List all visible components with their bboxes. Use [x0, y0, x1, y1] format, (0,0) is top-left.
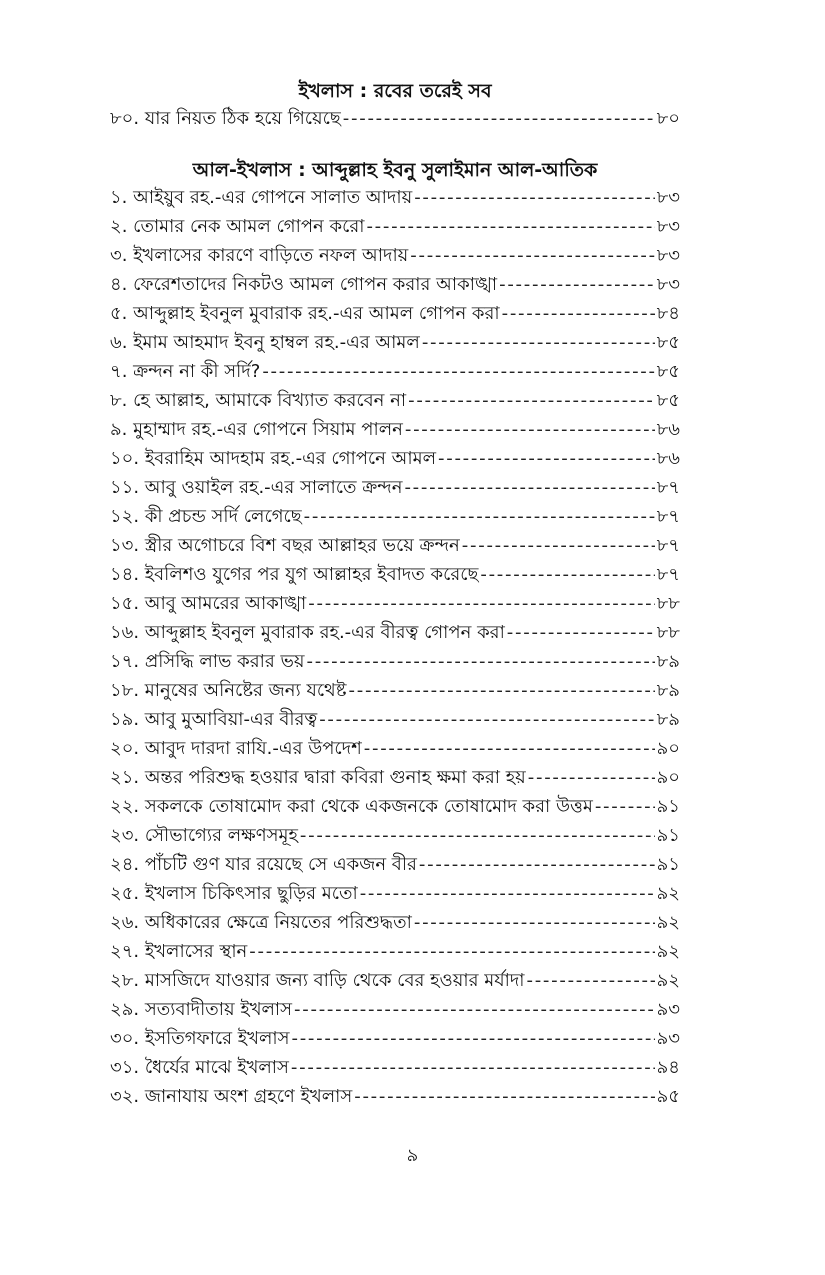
section-title: ইখলাস : রবের তরেই সব: [298, 80, 492, 102]
toc-entry-page: ৯০: [656, 738, 680, 759]
table-of-contents: [110, 78, 680, 1111]
toc-entry-page: ৮৩: [656, 274, 680, 295]
toc-entry-title: ৩২. জানাযায় অংশ গ্রহণে ইখলাস: [110, 1086, 353, 1107]
toc-entry-page: ৯৫: [656, 1086, 680, 1107]
toc-entry: [110, 241, 680, 270]
toc-entry: [110, 850, 680, 879]
toc-entry: [110, 734, 680, 763]
dot-leader: [410, 241, 654, 270]
toc-entry-page: ৮৪: [656, 303, 680, 324]
toc-entry: [110, 299, 680, 328]
toc-entry-page: ৯১: [656, 825, 680, 846]
toc-entry-title: ১৩. স্ত্রীর অগোচরে বিশ বছর আল্লাহর ভয়ে ক্রন্দন: [110, 535, 460, 556]
toc-entry-page: ৮৭: [656, 535, 680, 556]
dot-leader: [462, 531, 655, 560]
toc-entry: [110, 183, 680, 212]
dot-leader: [249, 937, 654, 966]
dot-leader: [319, 705, 654, 734]
dot-leader: [262, 357, 654, 386]
toc-entry: [110, 879, 680, 908]
toc-entry-title: ৬. ইমাম আহমাদ ইবনু হাম্বল রহ.-এর আমল: [110, 332, 420, 353]
dot-leader: [300, 821, 655, 850]
toc-entry-page: ৮৭: [656, 506, 680, 527]
toc-entry: [110, 1024, 680, 1053]
toc-entry-title: ৭. ক্রন্দন না কী সর্দি?: [110, 361, 261, 382]
toc-entry-page: ৮৩: [656, 245, 680, 266]
toc-entry: [110, 676, 680, 705]
toc-entry-page: ৮৩: [656, 216, 680, 237]
dot-leader: [419, 850, 655, 879]
toc-list: [110, 183, 680, 1111]
toc-entry: [110, 386, 680, 415]
toc-entry-title: ৩. ইখলাসের কারণে বাড়িতে নফল আদায়: [110, 245, 409, 266]
toc-entry-page: ৯৪: [656, 1057, 680, 1078]
toc-entry-title: ১৬. আব্দুল্লাহ ইবনুল মুবারাক রহ.-এর বীরত্ব গোপন করা: [110, 622, 505, 643]
toc-entry-page: ৮৫: [656, 361, 680, 382]
toc-entry-title: ৮. হে আল্লাহ, আমাকে বিখ্যাত করবেন না: [110, 390, 407, 411]
dot-leader: [595, 792, 655, 821]
toc-entry-page: ৮৭: [656, 564, 680, 585]
toc-entry: [110, 937, 680, 966]
toc-entry: [110, 792, 680, 821]
dot-leader: [360, 879, 655, 908]
section-gap: [110, 133, 680, 157]
dot-leader: [291, 1053, 655, 1082]
toc-entry-page: ৮৭: [656, 477, 680, 498]
dot-leader: [408, 386, 655, 415]
toc-entry-title: ১৯. আবু মুআবিয়া-এর বীরত্ব: [110, 709, 318, 730]
toc-entry-page: ৯২: [656, 941, 680, 962]
dot-leader: [354, 1082, 654, 1111]
toc-entry-title: ৩১. ধৈর্যের মাঝে ইখলাস: [110, 1057, 289, 1078]
toc-entry-title: ১৪. ইবলিশও যুগের পর যুগ আল্লাহর ইবাদত করেছে: [110, 564, 479, 585]
toc-entry-title: ২৯. সত্যবাদীতায় ইখলাস: [110, 999, 293, 1020]
toc-entry-page: ৯০: [656, 767, 680, 788]
toc-entry-title: ২৭. ইখলাসের স্থান: [110, 941, 248, 962]
toc-entry-title: ২০. আবুদ দারদা রাযি.-এর উপদেশ: [110, 738, 362, 759]
toc-entry-title: ১৮. মানুষের অনিষ্টের জন্য যথেষ্ট: [110, 680, 347, 701]
toc-list: [110, 104, 680, 133]
toc-entry-title: ২২. সকলকে তোষামোদ করা থেকে একজনকে তোষামোদ করা উত্তম: [110, 796, 593, 817]
section-title: আল-ইখলাস : আব্দুল্লাহ ইবনু সুলাইমান আল-আতিক: [192, 159, 598, 181]
dot-leader: [414, 183, 654, 212]
toc-entry: [110, 763, 680, 792]
toc-entry-title: ২৬. অধিকারের ক্ষেত্রে নিয়তের পরিশুদ্ধতা: [110, 912, 412, 933]
toc-entry-title: ২৩. সৌভাগ্যের লক্ষণসমূহ: [110, 825, 298, 846]
toc-entry-title: ২৮. মাসজিদে যাওয়ার জন্য বাড়ি থেকে বের হওয়ার মর্যাদা: [110, 970, 525, 991]
toc-entry: [110, 357, 680, 386]
toc-entry: [110, 502, 680, 531]
toc-entry-title: ৯. মুহাম্মাদ রহ.-এর গোপনে সিয়াম পালন: [110, 419, 403, 440]
toc-entry: [110, 1053, 680, 1082]
toc-entry-title: ৪. ফেরেশতাদের নিকটও আমল গোপন করার আকাঙ্খা: [110, 274, 498, 295]
toc-entry-page: ৮৫: [656, 332, 680, 353]
toc-entry-page: ৮৯: [656, 680, 680, 701]
toc-entry: [110, 270, 680, 299]
dot-leader: [502, 299, 655, 328]
page-number: ৯: [406, 1145, 419, 1166]
dot-leader: [414, 908, 655, 937]
toc-entry: [110, 618, 680, 647]
dot-leader: [307, 647, 655, 676]
toc-entry-title: ১১. আবু ওয়াইল রহ.-এর সালাতে ক্রন্দন: [110, 477, 403, 498]
dot-leader: [308, 589, 654, 618]
toc-entry-title: ১৫. আবু আমরের আকাঙ্খা: [110, 593, 307, 614]
toc-entry: [110, 995, 680, 1024]
toc-entry: [110, 531, 680, 560]
toc-entry-page: ৮৮: [656, 593, 680, 614]
toc-entry-page: ৮৯: [656, 709, 680, 730]
toc-entry-page: ৮৩: [656, 187, 680, 208]
toc-entry-page: ৯৩: [656, 999, 680, 1020]
dot-leader: [527, 966, 655, 995]
toc-entry-title: ১. আইয়ুব রহ.-এর গোপনে সালাত আদায়: [110, 187, 413, 208]
toc-entry: [110, 908, 680, 937]
toc-entry-title: ২৫. ইখলাস চিকিৎসার ছুড়ির মতো: [110, 883, 358, 904]
dot-leader: [349, 676, 655, 705]
toc-entry-page: ৯১: [656, 796, 680, 817]
toc-entry: [110, 705, 680, 734]
toc-entry: [110, 589, 680, 618]
dot-leader: [343, 104, 655, 133]
toc-entry-title: ৮০. যার নিয়ত ঠিক হয়ে গিয়েছে: [110, 108, 341, 129]
dot-leader: [528, 763, 655, 792]
toc-entry: [110, 212, 680, 241]
toc-entry: [110, 473, 680, 502]
toc-entry: [110, 821, 680, 850]
dot-leader: [294, 995, 655, 1024]
toc-entry-page: ৮৮: [656, 622, 680, 643]
toc-entry: [110, 966, 680, 995]
dot-leader: [404, 473, 654, 502]
toc-entry: [110, 647, 680, 676]
toc-entry-page: ৯৩: [656, 1028, 680, 1049]
toc-entry-page: ৯২: [656, 883, 680, 904]
toc-entry: [110, 104, 680, 133]
toc-entry-title: ৫. আব্দুল্লাহ ইবনুল মুবারাক রহ.-এর আমল গোপন করা: [110, 303, 500, 324]
toc-entry-page: ৯১: [656, 854, 680, 875]
toc-entry-page: ৮৫: [656, 390, 680, 411]
toc-entry: [110, 444, 680, 473]
dot-leader: [364, 734, 655, 763]
toc-entry-page: ৮০: [656, 108, 680, 129]
dot-leader: [438, 444, 655, 473]
toc-entry-page: ৮৯: [656, 651, 680, 672]
toc-entry: [110, 328, 680, 357]
dot-leader: [422, 328, 655, 357]
toc-entry: [110, 560, 680, 589]
dot-leader: [480, 560, 654, 589]
toc-entry-title: ৩০. ইসতিগফারে ইখলাস: [110, 1028, 290, 1049]
dot-leader: [292, 1024, 655, 1053]
toc-entry-title: ১২. কী প্রচন্ড সর্দি লেগেছে: [110, 506, 302, 527]
toc-entry-title: ২. তোমার নেক আমল গোপন করো: [110, 216, 365, 237]
toc-entry-page: ৯২: [656, 970, 680, 991]
toc-entry: [110, 1082, 680, 1111]
dot-leader: [304, 502, 655, 531]
toc-entry: [110, 415, 680, 444]
dot-leader: [507, 618, 655, 647]
toc-entry-title: ২৪. পাঁচটি গুণ যার রয়েছে সে একজন বীর: [110, 854, 417, 875]
toc-entry-title: ১০. ইবরাহিম আদহাম রহ.-এর গোপনে আমল: [110, 448, 437, 469]
dot-leader: [405, 415, 655, 444]
toc-entry-title: ২১. অন্তর পরিশুদ্ধ হওয়ার দ্বারা কবিরা গুনাহ ক্ষমা করা হয়: [110, 767, 526, 788]
dot-leader: [366, 212, 654, 241]
toc-entry-title: ১৭. প্রসিদ্ধি লাভ করার ভয়: [110, 651, 305, 672]
toc-entry-page: ৮৬: [656, 448, 680, 469]
toc-entry-page: ৮৬: [656, 419, 680, 440]
toc-entry-page: ৯২: [656, 912, 680, 933]
dot-leader: [499, 270, 655, 299]
